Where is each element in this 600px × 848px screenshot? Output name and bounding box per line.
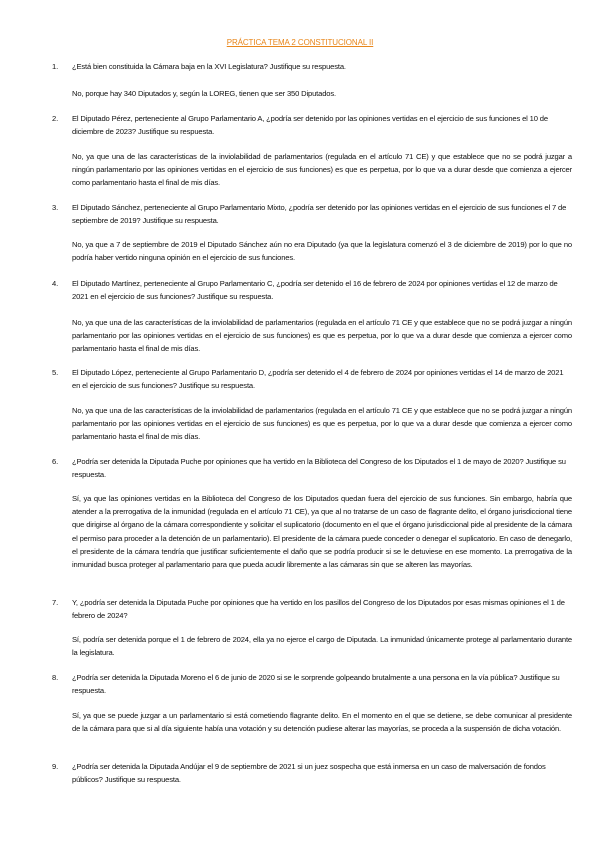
question-number: 2. bbox=[52, 114, 59, 123]
question-number: 1. bbox=[52, 62, 59, 71]
question-3 bbox=[52, 201, 572, 227]
question-6 bbox=[52, 455, 572, 481]
answer-6: Sí, ya que las opiniones vertidas en la Biblioteca del Congreso de los Diputados quedan fuera del ejercicio de sus funciones. Sin embargo, habría que atender a la prerrogativa de la inmunidad (regulada en el artículo 71 CE), ya que al no tratarse de un caso de flagrante delito, el órgano jurisdiccional tiene que dirigirse al órgano de la cámara correspondiente y solicitar el suplicatorio (documento en el que el órgano jurisdiccional pide al presidente de la cámara el permiso para proceder a la detención de un parlamentario). El presidente de la cámara puede conceder o denegar el suplicatorio. En caso de denegarlo, el presidente de la cámara tendría que justificar suficientemente el daño que se podría producir si se le detuviese en ese momento. La prerrogativa de la inmunidad busca proteger al parlamentario para que pueda acudir libremente a las cámaras sin que se alteren las mayorías. bbox=[72, 494, 572, 570]
question-text: El Diputado Martínez, perteneciente al Grupo Parlamentario C, ¿podría ser detenido el 16 de febrero de 2024 por opiniones vertidas el 12 de marzo de 2021 en el ejercicio de sus funciones? Justifique su respuesta. bbox=[72, 279, 558, 302]
answer-7: Sí, podría ser detenida porque el 1 de febrero de 2024, ella ya no ejerce el cargo de Diputada. La inmunidad únicamente protege al parlamentario durante la legislatura. bbox=[72, 635, 572, 658]
question-text: ¿Está bien constituida la Cámara baja en la XVI Legislatura? Justifique su respuesta. bbox=[72, 62, 346, 71]
question-text: Y, ¿podría ser detenida la Diputada Puche por opiniones que ha vertido en los pasillos del Congreso de los Diputados por esas mismas opiniones el 1 de febrero de 2024? bbox=[72, 598, 565, 621]
answer-1: No, porque hay 340 Diputados y, según la LOREG, tienen que ser 350 Diputados. bbox=[72, 89, 336, 98]
question-text: El Diputado Pérez, perteneciente al Grupo Parlamentario A, ¿podría ser detenido por las opiniones vertidas en el ejercicio de sus funciones el 10 de diciembre de 2023? Justifique su respuesta. bbox=[72, 114, 548, 137]
question-number: 8. bbox=[52, 673, 59, 682]
question-text: ¿Podría ser detenida la Diputada Andújar el 9 de septiembre de 2021 si un juez sospecha que está inmersa en un caso de malversación de fondos públicos? Justifique su respuesta. bbox=[72, 762, 546, 785]
question-number: 5. bbox=[52, 368, 59, 377]
answer-3: No, ya que a 7 de septiembre de 2019 el Diputado Sánchez aún no era Diputado (ya que la legislatura comenzó el 3 de diciembre de 2019) por lo que no podría haber vertido ninguna opinión en el ejercicio de sus funciones. bbox=[72, 240, 572, 263]
question-1 bbox=[52, 60, 572, 73]
question-text: ¿Podría ser detenida la Diputada Moreno el 6 de junio de 2020 si se le sorprende golpeando brutalmente a una persona en la vía pública? Justifique su respuesta. bbox=[72, 673, 560, 696]
question-4 bbox=[52, 277, 572, 303]
answer-8: Sí, ya que se puede juzgar a un parlamentario si está cometiendo flagrante delito. En el momento en el que se detiene, se debe comunicar al presidente de la cámara para que si al día siguiente había una votación y su detención pudiese alterar las mayorías, se proceda a la suspensión de dicha votación. bbox=[72, 711, 572, 734]
question-text: ¿Podría ser detenida la Diputada Puche por opiniones que ha vertido en la Biblioteca del Congreso de los Diputados el 1 de mayo de 2020? Justifique su respuesta. bbox=[72, 457, 566, 480]
question-number: 3. bbox=[52, 203, 59, 212]
document-title: PRÁCTICA TEMA 2 CONSTITUCIONAL II bbox=[226, 38, 374, 47]
question-number: 6. bbox=[52, 457, 59, 466]
question-number: 4. bbox=[52, 279, 59, 288]
question-9 bbox=[52, 760, 572, 786]
question-8 bbox=[52, 671, 572, 697]
question-5 bbox=[52, 366, 572, 392]
answer-5: No, ya que una de las características de la inviolabilidad de parlamentarios (regulada en el artículo 71 CE y que establece que no se podrá juzgar a ningún parlamentario por las opiniones vertidas en el ejercicio de sus funciones) es que es perpetua, por lo que va a durar desde que comienza a ejercer como parlamentario hasta el final de mis días. bbox=[72, 406, 572, 442]
question-number: 7. bbox=[52, 598, 59, 607]
question-2 bbox=[52, 112, 572, 138]
question-text: El Diputado López, perteneciente al Grupo Parlamentario D, ¿podría ser detenido el 4 de febrero de 2024 por opiniones vertidas el 14 de marzo de 2021 en el ejercicio de sus funciones? Justifique su respuesta. bbox=[72, 368, 564, 391]
question-text: El Diputado Sánchez, perteneciente al Grupo Parlamentario Mixto, ¿podría ser detenido por las opiniones vertidas en el ejercicio de sus funciones el 7 de septiembre de 2019? Justifique su respuesta. bbox=[72, 203, 567, 226]
question-7 bbox=[52, 596, 572, 622]
answer-2: No, ya que una de las características de la inviolabilidad de parlamentarios (regulada en el artículo 71 CE) y que establece que no se podrá juzgar a ningún parlamentario por las opiniones vertidas en el ejercicio de sus funciones) es que es perpetua, por lo que va a durar desde que comienza a ejercer como parlamentario hasta el final de mis días. bbox=[72, 152, 572, 188]
question-number: 9. bbox=[52, 762, 59, 771]
answer-4: No, ya que una de las características de la inviolabilidad de parlamentarios (regulada en el artículo 71 CE y que establece que no se podrá juzgar a ningún parlamentario por las opiniones vertidas en el ejercicio de sus funciones) es que es perpetua, por lo que va a durar desde que comienza a ejercer como parlamentario hasta el final de mis días. bbox=[72, 318, 572, 354]
